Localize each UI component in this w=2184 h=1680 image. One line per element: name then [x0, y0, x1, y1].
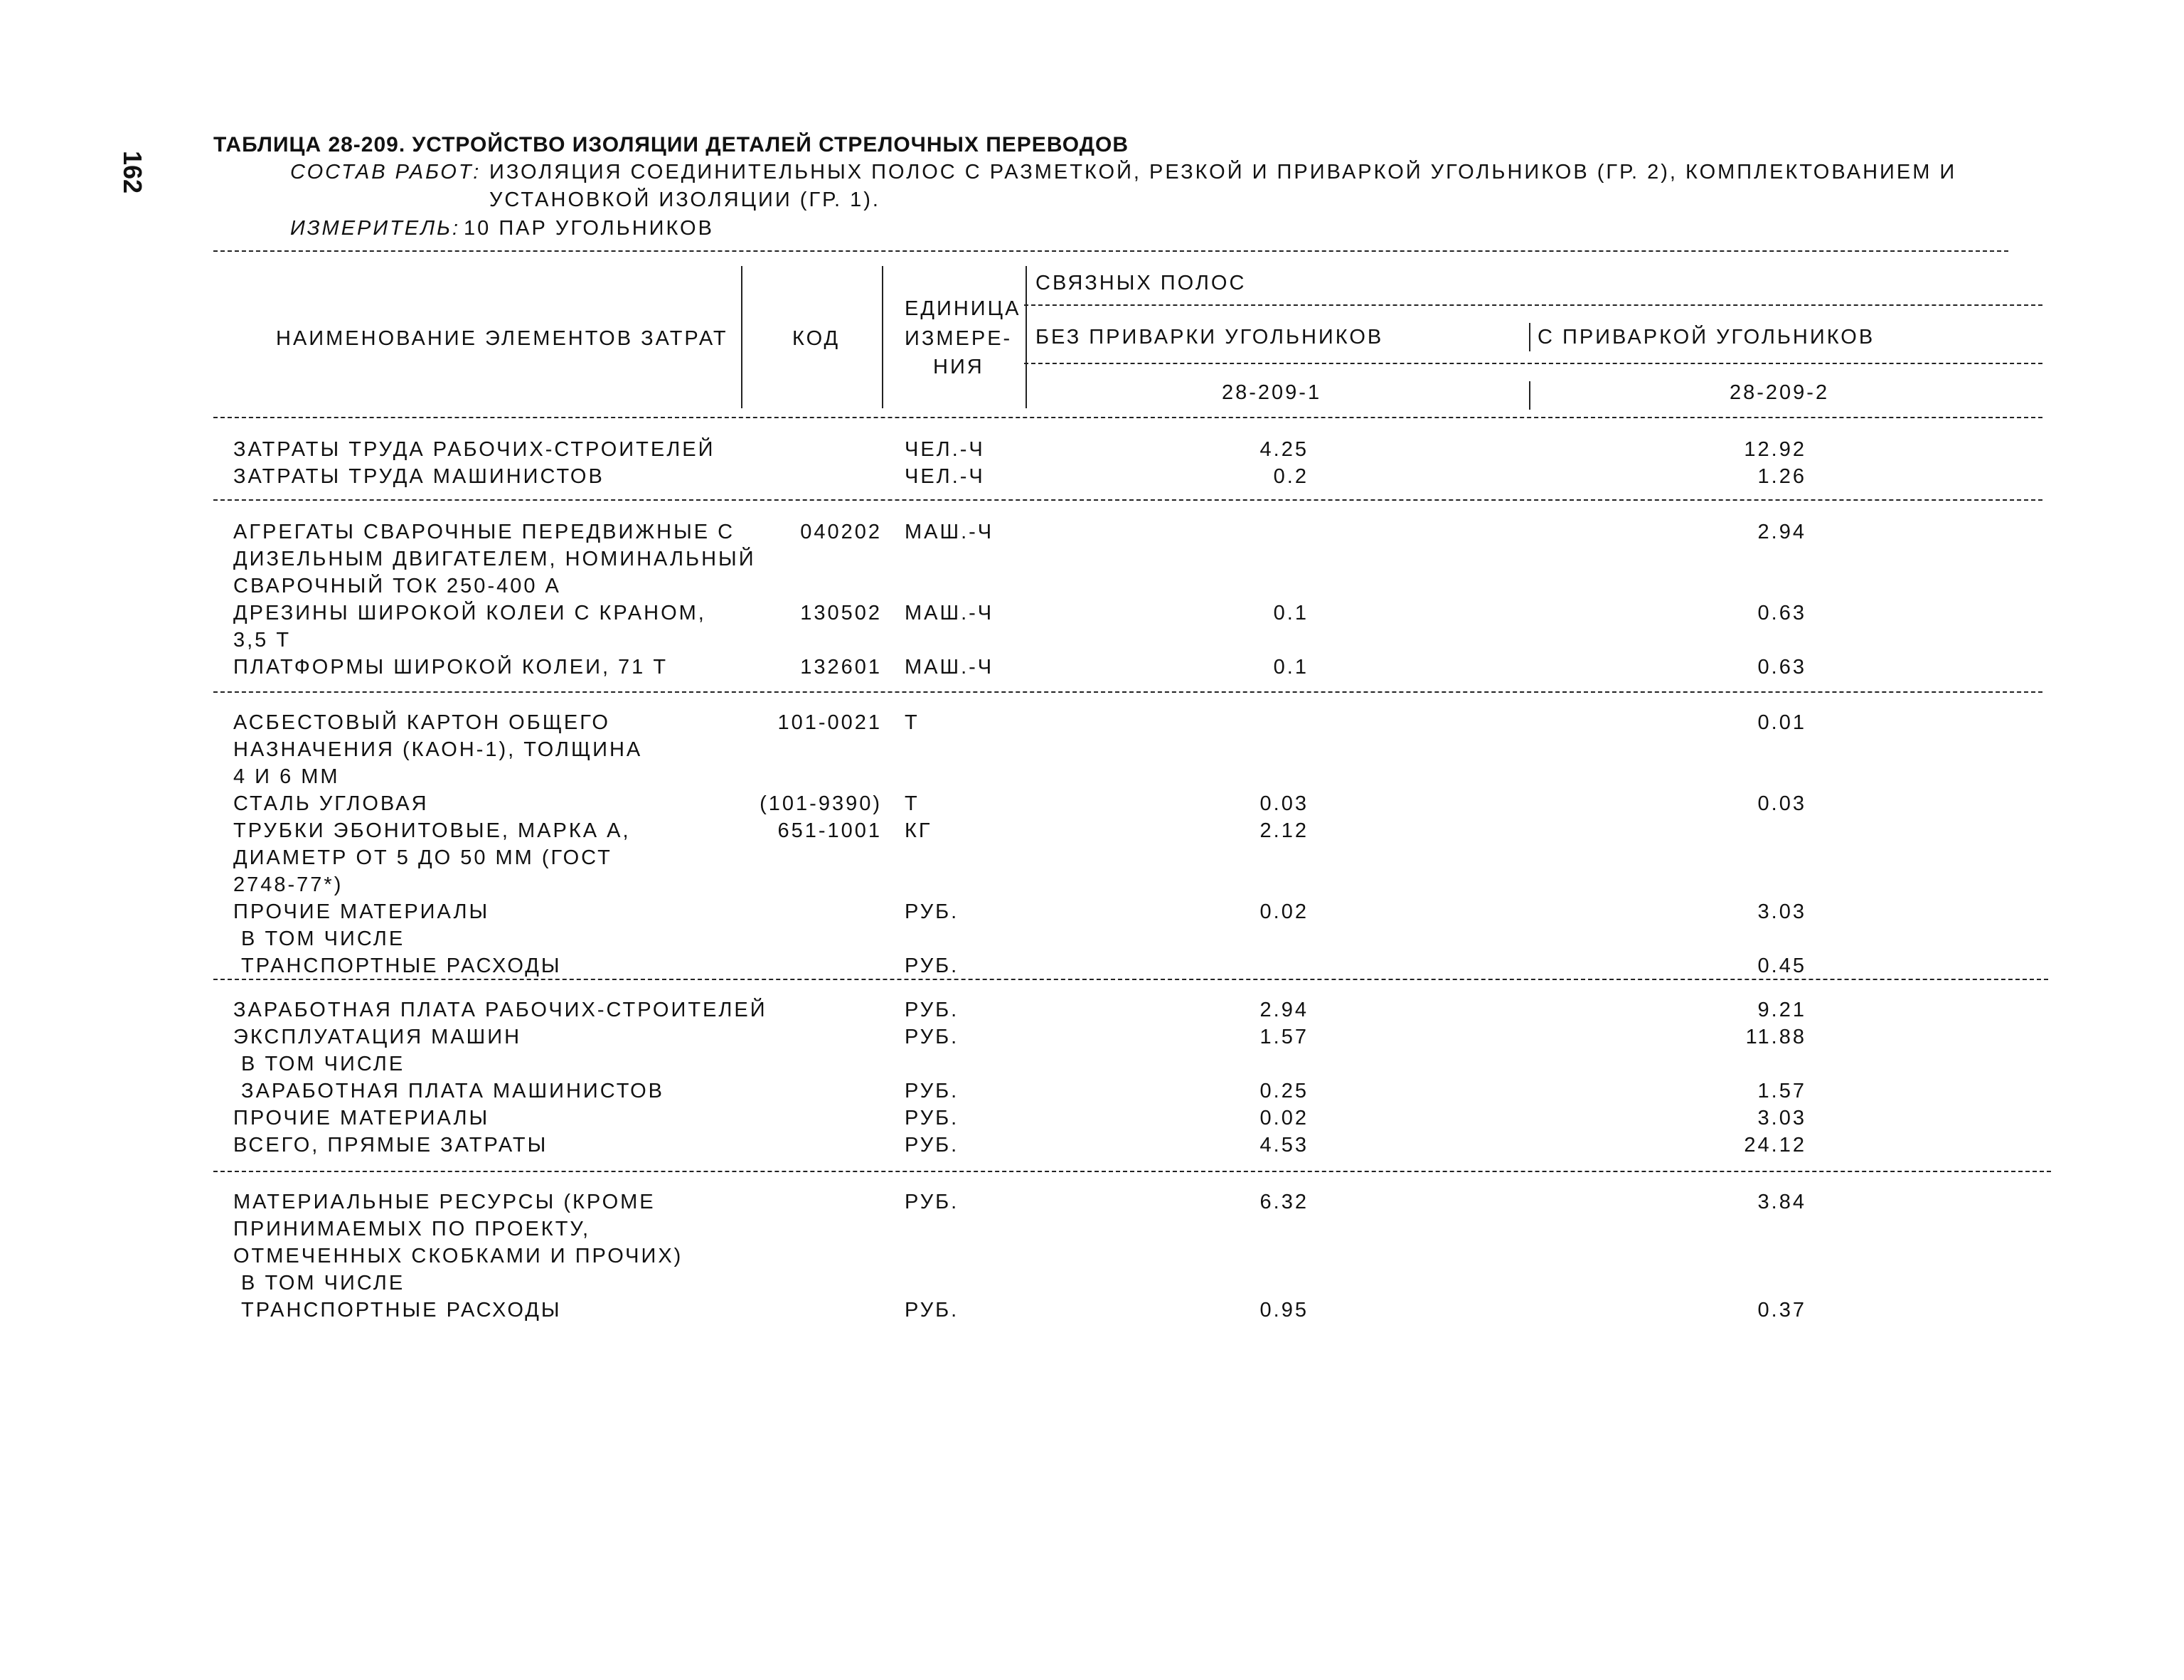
cell-name: СВАРОЧНЫЙ ТОК 250-400 А: [233, 575, 561, 597]
cell-name: В ТОМ ЧИСЛЕ: [233, 927, 405, 950]
cell-value-1: 0.1: [1273, 656, 1309, 679]
cell-code: 132601: [800, 656, 882, 679]
cell-unit: РУБ.: [905, 999, 959, 1021]
cell-name: ТРАНСПОРТНЫЕ РАСХОДЫ: [233, 1299, 562, 1322]
cell-value-2: 0.01: [1757, 711, 1806, 734]
header-col-2-code: 28-209-2: [1730, 381, 1830, 404]
cell-value-2: 2.94: [1757, 521, 1806, 543]
cell-name: ПРИНИМАЕМЫХ ПО ПРОЕКТУ,: [233, 1218, 591, 1240]
header-name: НАИМЕНОВАНИЕ ЭЛЕМЕНТОВ ЗАТРАТ: [276, 327, 728, 350]
cell-unit: РУБ.: [905, 1134, 959, 1157]
header-rule-1: [1024, 304, 2042, 306]
meter-label: ИЗМЕРИТЕЛЬ:: [290, 217, 461, 240]
cell-value-2: 12.92: [1744, 438, 1806, 461]
cell-unit: МАШ.-Ч: [905, 602, 994, 624]
cell-value-1: 0.03: [1259, 792, 1309, 815]
header-unit-3: НИЯ: [933, 356, 984, 378]
header-divider-col-1: [1529, 323, 1530, 351]
header-divider-col-2: [1529, 381, 1530, 410]
page-number: 162: [118, 151, 147, 194]
cell-unit: РУБ.: [905, 1080, 959, 1102]
cell-unit: РУБ.: [905, 1191, 959, 1213]
cell-unit: ЧЕЛ.-Ч: [905, 438, 985, 461]
composition-line-2: УСТАНОВКОЙ ИЗОЛЯЦИИ (ГР. 1).: [489, 188, 880, 211]
cell-unit: РУБ.: [905, 1299, 959, 1322]
cell-value-2: 9.21: [1757, 999, 1806, 1021]
header-divider-code-unit: [882, 266, 883, 408]
cell-name: ПРОЧИЕ МАТЕРИАЛЫ: [233, 900, 490, 923]
cell-name: 2748-77*): [233, 873, 343, 896]
cell-value-2: 0.03: [1757, 792, 1806, 815]
cell-value-2: 24.12: [1744, 1134, 1806, 1157]
table-title: ТАБЛИЦА 28-209. УСТРОЙСТВО ИЗОЛЯЦИИ ДЕТАЛЕЙ СТРЕЛОЧНЫХ ПЕРЕВОДОВ: [213, 133, 1129, 156]
cell-value-2: 1.57: [1757, 1080, 1806, 1102]
cell-name: ЗАРАБОТНАЯ ПЛАТА РАБОЧИХ-СТРОИТЕЛЕЙ: [233, 999, 767, 1021]
cell-value-1: 1.57: [1259, 1026, 1309, 1048]
cell-name: ПРОЧИЕ МАТЕРИАЛЫ: [233, 1107, 490, 1129]
cell-name: АСБЕСТОВЫЙ КАРТОН ОБЩЕГО: [233, 711, 610, 734]
cell-unit: РУБ.: [905, 1107, 959, 1129]
cell-code: 040202: [800, 521, 882, 543]
header-code: КОД: [792, 327, 841, 350]
header-unit-2: ИЗМЕРЕ-: [905, 327, 1013, 350]
cell-unit: РУБ.: [905, 955, 959, 977]
cell-unit: РУБ.: [905, 1026, 959, 1048]
composition-line-1: ИЗОЛЯЦИЯ СОЕДИНИТЕЛЬНЫХ ПОЛОС С РАЗМЕТКОЙ, РЕЗКОЙ И ПРИВАРКОЙ УГОЛЬНИКОВ (ГР. 2), КОМПЛЕКТОВАНИЕМ И: [489, 161, 1957, 184]
header-bottom-rule: [213, 417, 2042, 418]
cell-code: 101-0021: [777, 711, 882, 734]
cell-value-1: 4.53: [1259, 1134, 1309, 1157]
cell-name: ПЛАТФОРМЫ ШИРОКОЙ КОЛЕИ, 71 Т: [233, 656, 668, 679]
cell-code: (101-9390): [760, 792, 882, 815]
cell-value-2: 11.88: [1745, 1026, 1806, 1048]
section-divider-1: [213, 499, 2042, 501]
cell-value-1: 4.25: [1259, 438, 1309, 461]
cell-value-1: 0.02: [1259, 900, 1309, 923]
cell-unit: Т: [905, 711, 920, 734]
header-divider-name-code: [741, 266, 742, 408]
header-col-1: БЕЗ ПРИВАРКИ УГОЛЬНИКОВ: [1035, 326, 1384, 349]
table-top-rule: [213, 250, 2008, 252]
cell-unit: РУБ.: [905, 900, 959, 923]
cell-name: ДИАМЕТР ОТ 5 ДО 50 ММ (ГОСТ: [233, 846, 612, 869]
cell-name: НАЗНАЧЕНИЯ (КАОН-1), ТОЛЩИНА: [233, 738, 643, 761]
cell-value-1: 0.2: [1273, 465, 1309, 488]
cell-name: В ТОМ ЧИСЛЕ: [233, 1053, 405, 1075]
cell-name: ТРАНСПОРТНЫЕ РАСХОДЫ: [233, 955, 562, 977]
cell-unit: ЧЕЛ.-Ч: [905, 465, 985, 488]
header-rule-2: [1024, 363, 2042, 364]
cell-name: ЗАТРАТЫ ТРУДА РАБОЧИХ-СТРОИТЕЛЕЙ: [233, 438, 715, 461]
cell-value-1: 0.25: [1259, 1080, 1309, 1102]
header-divider-unit-values: [1026, 266, 1027, 408]
cell-value-2: 3.03: [1757, 900, 1806, 923]
cell-value-1: 0.02: [1259, 1107, 1309, 1129]
cell-unit: МАШ.-Ч: [905, 656, 994, 679]
cell-value-2: 0.37: [1757, 1299, 1806, 1322]
cell-code: 651-1001: [777, 819, 882, 842]
cell-name: ЗАТРАТЫ ТРУДА МАШИНИСТОВ: [233, 465, 604, 488]
header-col-1-code: 28-209-1: [1222, 381, 1322, 404]
section-divider-2: [213, 691, 2042, 693]
cell-name: ДИЗЕЛЬНЫМ ДВИГАТЕЛЕМ, НОМИНАЛЬНЫЙ: [233, 548, 756, 570]
meter-value: 10 ПАР УГОЛЬНИКОВ: [464, 217, 714, 240]
cell-name: МАТЕРИАЛЬНЫЕ РЕСУРСЫ (КРОМЕ: [233, 1191, 656, 1213]
cell-name: ДРЕЗИНЫ ШИРОКОЙ КОЛЕИ С КРАНОМ,: [233, 602, 706, 624]
cell-name: ЗАРАБОТНАЯ ПЛАТА МАШИНИСТОВ: [233, 1080, 665, 1102]
cell-name: СТАЛЬ УГЛОВАЯ: [233, 792, 429, 815]
header-col-2: С ПРИВАРКОЙ УГОЛЬНИКОВ: [1538, 326, 1875, 349]
cell-name: 4 И 6 ММ: [233, 765, 340, 788]
cell-name: ТРУБКИ ЭБОНИТОВЫЕ, МАРКА А,: [233, 819, 631, 842]
section-divider-4: [213, 1171, 2051, 1172]
cell-value-2: 3.03: [1757, 1107, 1806, 1129]
cell-value-2: 0.63: [1757, 656, 1806, 679]
header-unit-1: ЕДИНИЦА: [905, 297, 1021, 320]
cell-name: ОТМЕЧЕННЫХ СКОБКАМИ И ПРОЧИХ): [233, 1245, 683, 1267]
header-group: СВЯЗНЫХ ПОЛОС: [1035, 272, 1247, 294]
cell-code: 130502: [800, 602, 882, 624]
cell-name: АГРЕГАТЫ СВАРОЧНЫЕ ПЕРЕДВИЖНЫЕ С: [233, 521, 735, 543]
cell-value-1: 2.12: [1259, 819, 1309, 842]
cell-unit: КГ: [905, 819, 932, 842]
cell-value-2: 3.84: [1757, 1191, 1806, 1213]
cell-value-1: 0.1: [1273, 602, 1309, 624]
cell-value-1: 6.32: [1259, 1191, 1309, 1213]
cell-name: ВСЕГО, ПРЯМЫЕ ЗАТРАТЫ: [233, 1134, 548, 1157]
cell-value-1: 0.95: [1259, 1299, 1309, 1322]
cell-name: В ТОМ ЧИСЛЕ: [233, 1272, 405, 1294]
cell-value-2: 1.26: [1757, 465, 1806, 488]
cell-name: ЭКСПЛУАТАЦИЯ МАШИН: [233, 1026, 522, 1048]
section-divider-3: [213, 979, 2048, 980]
cell-unit: МАШ.-Ч: [905, 521, 994, 543]
cell-name: 3,5 Т: [233, 629, 292, 652]
cell-value-2: 0.63: [1757, 602, 1806, 624]
cell-unit: Т: [905, 792, 920, 815]
cell-value-2: 0.45: [1757, 955, 1806, 977]
composition-label: СОСТАВ РАБОТ:: [290, 161, 481, 184]
cell-value-1: 2.94: [1259, 999, 1309, 1021]
